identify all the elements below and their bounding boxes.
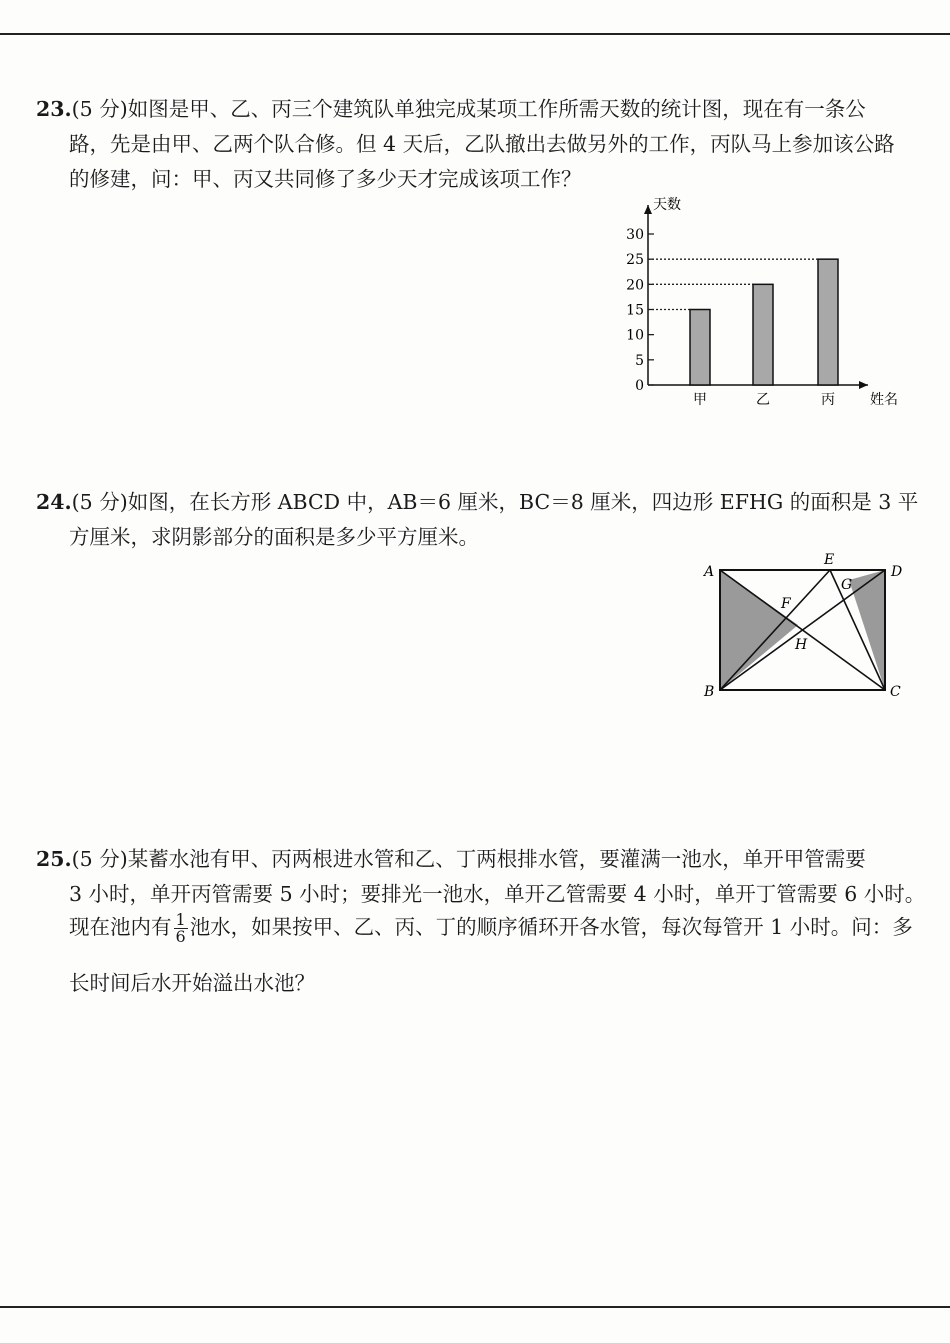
top-rule xyxy=(0,33,950,35)
label-e: E xyxy=(824,552,835,568)
question-24-line-2: 方厘米，求阴影部分的面积是多少平方厘米。 xyxy=(69,525,479,549)
question-23-line-2: 路，先是由甲、乙两个队合修。但 4 天后，乙队撤出去做另外的工作，丙队马上参加该公路 xyxy=(69,132,895,156)
question-23-line-3: 的修建，问：甲、丙又共同修了多少天才完成该项工作？ xyxy=(69,167,582,191)
bar xyxy=(753,284,773,385)
question-number: 24. xyxy=(36,490,72,514)
question-25-line-3: 现在池内有 $\frac{1}{6}$ 池水，如果按甲、乙、丙、丁的顺序循环开各水管，每次每管开 1 小时。问：多 xyxy=(69,910,913,946)
question-25-line-2: 3 小时，单开丙管需要 5 小时；要排光一池水，单开乙管需要 4 小时，单开丁管需要 6 小时。 xyxy=(69,882,926,906)
question-23-line-1: 23.(5 分)如图是甲、乙、丙三个建筑队单独完成某项工作所需天数的统计图，现在有一条公 xyxy=(36,97,866,121)
x-axis-label: 姓名 xyxy=(870,392,898,408)
label-a: A xyxy=(704,564,715,580)
bar-chart xyxy=(610,190,910,415)
x-axis-arrow xyxy=(859,381,868,389)
label-f: F xyxy=(781,596,791,612)
label-b: B xyxy=(704,684,715,700)
y-tick-label: 10 xyxy=(626,327,644,344)
bottom-rule xyxy=(0,1306,950,1308)
y-axis-label: 天数 xyxy=(653,197,681,213)
question-number: 25. xyxy=(36,847,72,871)
shaded-triangle-left xyxy=(720,570,798,690)
label-g: G xyxy=(841,577,853,593)
fraction-one-sixth: $\frac{1}{6}$ xyxy=(175,910,186,946)
y-tick-label: 5 xyxy=(635,352,644,369)
x-tick-label: 丙 xyxy=(821,392,835,408)
y-axis-arrow xyxy=(644,205,652,214)
question-24-line-1: 24.(5 分)如图，在长方形 ABCD 中，AB＝6 厘米，BC＝8 厘米，四边形 EFHG 的面积是 3 平 xyxy=(36,490,919,514)
y-tick-label: 20 xyxy=(626,277,644,294)
y-tick-label: 0 xyxy=(635,378,644,394)
shaded-triangle-right xyxy=(849,570,885,690)
y-tick-label: 15 xyxy=(626,302,644,319)
question-25-line-1: 25.(5 分)某蓄水池有甲、丙两根进水管和乙、丁两根排水管，要灌满一池水，单开甲管需要 xyxy=(36,847,866,871)
y-tick-label: 30 xyxy=(626,227,644,243)
label-c: C xyxy=(890,684,901,700)
rectangle-figure xyxy=(695,550,915,710)
y-tick-label: 25 xyxy=(626,252,644,269)
x-tick-label: 甲 xyxy=(693,392,707,408)
question-number: 23. xyxy=(36,97,72,121)
question-25-line-4: 长时间后水开始溢出水池？ xyxy=(69,971,315,995)
x-tick-label: 乙 xyxy=(756,392,770,408)
bar xyxy=(818,259,838,385)
label-d: D xyxy=(891,564,903,580)
bar xyxy=(690,310,710,386)
label-h: H xyxy=(795,637,808,653)
